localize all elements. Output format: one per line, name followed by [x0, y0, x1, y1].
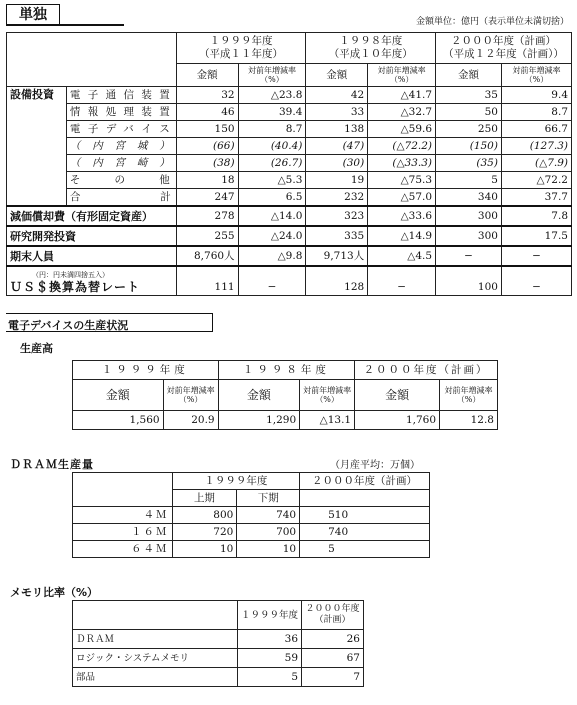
- dram-value: 800: [172, 507, 237, 524]
- col-group-1998: １９９８年度 （平成１０年度）: [306, 33, 436, 64]
- col-group-1999: １９９９年度 （平成１１年度）: [176, 33, 306, 64]
- col-group-2000: ２０００年度（計画） （平成１２年度（計画））: [436, 33, 572, 64]
- section-title-production: 電子デバイスの生産状況: [8, 319, 129, 332]
- rate-value: 128: [306, 266, 368, 296]
- capex-row: [7, 189, 572, 207]
- capex-item-name: 情報処理装置: [66, 104, 176, 121]
- capex-value: 37.7: [501, 189, 571, 207]
- change-header: 対前年増減率 （%）: [368, 64, 436, 87]
- prod-year-1999: １９９９年度: [73, 361, 219, 380]
- memory-value: 59: [238, 649, 302, 668]
- prod-value: 1,760: [355, 411, 440, 430]
- capex-value: 150: [176, 121, 238, 138]
- rate-value: 100: [436, 266, 502, 296]
- dram-value: 700: [237, 524, 300, 541]
- dram-year-2000: ２０００年度（計画）: [300, 473, 430, 490]
- prod-change-header: 対前年増減率 （%）: [300, 380, 355, 411]
- capex-value: △41.7: [368, 87, 436, 104]
- capex-item-name: そ の 他: [66, 172, 176, 189]
- capex-item-name: （ 内 宮 崎 ）: [66, 155, 176, 172]
- capex-value: △5.3: [238, 172, 306, 189]
- capex-value: (40.4): [238, 138, 306, 155]
- prod-value: 1,560: [73, 411, 164, 430]
- summary-value: 300: [436, 206, 502, 226]
- mem-col-1999: １９９９年度: [238, 601, 302, 630]
- dram-row-name: ４Ｍ: [73, 507, 173, 524]
- memory-row: [73, 649, 364, 668]
- memory-row-name: ロジック・システムメモリ: [73, 649, 238, 668]
- summary-value: −: [436, 246, 502, 266]
- dram-value: 10: [172, 541, 237, 558]
- capex-value: 19: [306, 172, 368, 189]
- capex-value: 340: [436, 189, 502, 207]
- memory-value: 5: [238, 668, 302, 687]
- prod-amount-header: 金額: [218, 380, 300, 411]
- capex-value: △72.2: [501, 172, 571, 189]
- production-label: 生産高: [20, 342, 53, 355]
- capex-value: 8.7: [238, 121, 306, 138]
- prod-value: 12.8: [440, 411, 498, 430]
- production-table: [72, 360, 498, 430]
- capex-value: (127.3): [501, 138, 571, 155]
- capex-value: 138: [306, 121, 368, 138]
- summary-value: 300: [436, 226, 502, 246]
- prod-amount-header: 金額: [73, 380, 164, 411]
- dram-row-name: １６Ｍ: [73, 524, 173, 541]
- dram-h2: 下期: [237, 490, 300, 507]
- summary-row: [7, 246, 572, 266]
- unit-note: 金額単位：億円（表示単位未満切捨）: [415, 17, 569, 27]
- memory-value: 67: [302, 649, 364, 668]
- capex-value: 32: [176, 87, 238, 104]
- capex-value: 33: [306, 104, 368, 121]
- summary-value: 278: [176, 206, 238, 226]
- dram-value: 740: [237, 507, 300, 524]
- capex-value: (26.7): [238, 155, 306, 172]
- section-title-box: [6, 313, 213, 332]
- capex-value: △32.7: [368, 104, 436, 121]
- summary-value: 255: [176, 226, 238, 246]
- summary-value: 8,760人: [176, 246, 238, 266]
- summary-value: △33.6: [368, 206, 436, 226]
- prod-change-header: 対前年増減率 （%）: [440, 380, 498, 411]
- rate-value: −: [238, 266, 306, 296]
- dram-value: 510: [300, 507, 430, 524]
- dram-row-name: ６４Ｍ: [73, 541, 173, 558]
- capex-value: (66): [176, 138, 238, 155]
- capex-value: 8.7: [501, 104, 571, 121]
- capex-value: 6.5: [238, 189, 306, 207]
- dram-unit: （月産平均：万個）: [330, 460, 420, 471]
- summary-value: △14.0: [238, 206, 306, 226]
- dram-table: [72, 472, 430, 558]
- dram-value: 5: [300, 541, 430, 558]
- summary-row-label: 減価償却費（有形固定資産）: [7, 206, 177, 226]
- summary-value: 9,713人: [306, 246, 368, 266]
- capex-value: 50: [436, 104, 502, 121]
- memory-row: [73, 630, 364, 649]
- capex-value: △75.3: [368, 172, 436, 189]
- memory-row: [73, 668, 364, 687]
- memory-label: メモリ比率（%）: [10, 586, 99, 599]
- amount-header: 金額: [176, 64, 238, 87]
- summary-row: [7, 226, 572, 246]
- summary-value: △9.8: [238, 246, 306, 266]
- change-header: 対前年増減率 （%）: [238, 64, 306, 87]
- prod-value: 20.9: [163, 411, 218, 430]
- capex-item-name: （ 内 宮 城 ）: [66, 138, 176, 155]
- memory-value: 36: [238, 630, 302, 649]
- memory-value: 7: [302, 668, 364, 687]
- capex-row: [7, 87, 572, 104]
- capex-row: [7, 155, 572, 172]
- capex-value: (38): [176, 155, 238, 172]
- summary-value: −: [501, 246, 571, 266]
- memory-row-name: 部品: [73, 668, 238, 687]
- prod-year-1998: １９９８年度: [218, 361, 355, 380]
- main-financial-table: [6, 32, 572, 296]
- capex-row: [7, 138, 572, 155]
- capex-value: (△33.3): [368, 155, 436, 172]
- dram-value: 10: [237, 541, 300, 558]
- capex-value: 35: [436, 87, 502, 104]
- capex-value: 46: [176, 104, 238, 121]
- prod-value: △13.1: [300, 411, 355, 430]
- capex-value: (47): [306, 138, 368, 155]
- dram-row: [73, 524, 430, 541]
- summary-value: △14.9: [368, 226, 436, 246]
- capex-row: [7, 121, 572, 138]
- capex-value: (35): [436, 155, 502, 172]
- memory-row-name: ＤＲＡＭ: [73, 630, 238, 649]
- summary-value: △4.5: [368, 246, 436, 266]
- capex-value: (30): [306, 155, 368, 172]
- page-title-underline: [6, 24, 124, 26]
- capex-value: 9.4: [501, 87, 571, 104]
- summary-value: 323: [306, 206, 368, 226]
- summary-value: 335: [306, 226, 368, 246]
- capex-value: △57.0: [368, 189, 436, 207]
- capex-item-name: 電子デバイス: [66, 121, 176, 138]
- capex-value: (△72.2): [368, 138, 436, 155]
- capex-value: 18: [176, 172, 238, 189]
- capex-value: 250: [436, 121, 502, 138]
- capex-value: 39.4: [238, 104, 306, 121]
- summary-row-label: 期末人員: [7, 246, 177, 266]
- capex-value: 247: [176, 189, 238, 207]
- capex-value: △23.8: [238, 87, 306, 104]
- capex-item-name: 合 計: [66, 189, 176, 207]
- capex-value: 5: [436, 172, 502, 189]
- rate-label-cell: （円：円未満四捨五入） ＵＳ＄換算為替レート: [7, 266, 177, 296]
- change-header: 対前年増減率 （%）: [501, 64, 571, 87]
- rate-value: −: [368, 266, 436, 296]
- prod-amount-header: 金額: [355, 380, 440, 411]
- summary-value: 17.5: [501, 226, 571, 246]
- dram-h1: 上期: [172, 490, 237, 507]
- capex-value: (△7.9): [501, 155, 571, 172]
- dram-value: 740: [300, 524, 430, 541]
- summary-row: [7, 206, 572, 226]
- capex-value: △59.6: [368, 121, 436, 138]
- memory-value: 26: [302, 630, 364, 649]
- dram-year-1999: １９９９年度: [172, 473, 300, 490]
- capex-value: (150): [436, 138, 502, 155]
- amount-header: 金額: [306, 64, 368, 87]
- prod-change-header: 対前年増減率 （%）: [163, 380, 218, 411]
- capex-value: 42: [306, 87, 368, 104]
- capex-row: [7, 104, 572, 121]
- dram-value: 720: [172, 524, 237, 541]
- capex-value: 66.7: [501, 121, 571, 138]
- rate-value: 111: [176, 266, 238, 296]
- capex-value: 232: [306, 189, 368, 207]
- dram-row: [73, 507, 430, 524]
- mem-col-2000: ２０００年度 （計画）: [302, 601, 364, 630]
- summary-row-label: 研究開発投資: [7, 226, 177, 246]
- summary-value: 7.8: [501, 206, 571, 226]
- capex-label: 設備投資: [7, 87, 67, 207]
- memory-table: [72, 600, 364, 687]
- dram-label: ＤＲＡＭ生産量: [10, 458, 94, 471]
- amount-header: 金額: [436, 64, 502, 87]
- rate-value: −: [501, 266, 571, 296]
- dram-row: [73, 541, 430, 558]
- capex-row: [7, 172, 572, 189]
- page-title: 単独: [6, 4, 60, 26]
- prod-value: 1,290: [218, 411, 300, 430]
- prod-year-2000: ２０００年度（計画）: [355, 361, 498, 380]
- summary-value: △24.0: [238, 226, 306, 246]
- capex-item-name: 電子通信装置: [66, 87, 176, 104]
